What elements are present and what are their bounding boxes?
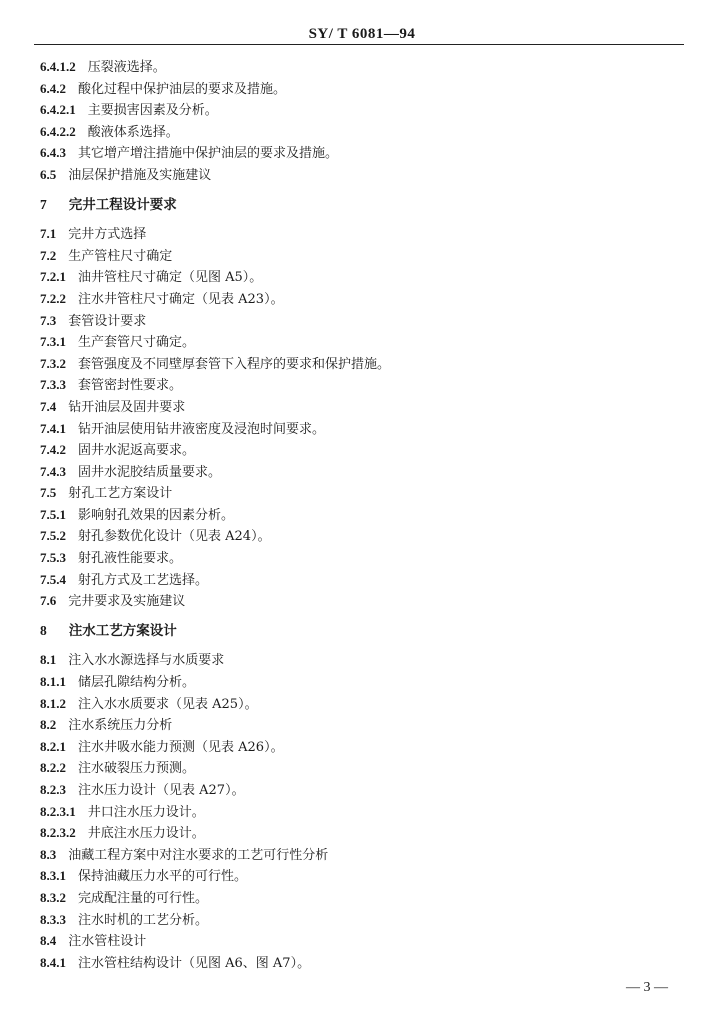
item-text: 注入水水源选择与水质要求 xyxy=(68,653,225,669)
header-rule xyxy=(34,44,684,45)
item-text: 油藏工程方案中对注水要求的工艺可行性分析 xyxy=(68,847,329,863)
item-number: 6.4.2.2 xyxy=(40,123,76,139)
item-text: 注水井吸水能力预测（见表 A26）。 xyxy=(78,739,284,755)
item-text: 完井要求及实施建议 xyxy=(68,594,186,610)
item-text: 射孔方式及工艺选择。 xyxy=(78,572,209,588)
item-number: 8.3 xyxy=(40,846,57,862)
item-number: 8.4.1 xyxy=(40,954,66,970)
item-text: 注水工艺方案设计 xyxy=(68,622,177,639)
item-text: 油层保护措施及实施建议 xyxy=(68,167,212,183)
outline-item xyxy=(40,590,690,612)
item-text: 其它增产增注措施中保护油层的要求及措施。 xyxy=(78,146,339,162)
item-text: 注水管柱设计 xyxy=(68,934,147,950)
outline-item xyxy=(40,930,690,952)
item-number: 7.6 xyxy=(40,593,57,609)
item-text: 注水时机的工艺分析。 xyxy=(78,912,209,928)
section-heading xyxy=(40,194,690,216)
item-number: 7.4.2 xyxy=(40,442,66,458)
item-number: 8.2 xyxy=(40,717,57,733)
item-number: 7.1 xyxy=(40,226,57,242)
outline-item xyxy=(40,418,690,440)
item-number: 6.4.3 xyxy=(40,145,66,161)
outline-item xyxy=(40,569,690,591)
item-number: 8.4 xyxy=(40,933,57,949)
item-text: 井底注水压力设计。 xyxy=(87,826,205,842)
item-text: 套管强度及不同壁厚套管下入程序的要求和保护措施。 xyxy=(78,356,391,372)
item-text: 主要损害因素及分析。 xyxy=(87,103,218,119)
item-number: 8.2.3.1 xyxy=(40,803,76,819)
outline-item xyxy=(40,714,690,736)
outline-item xyxy=(40,461,690,483)
item-text: 钻开油层及固井要求 xyxy=(68,399,186,415)
outline-item xyxy=(40,671,690,693)
outline-item xyxy=(40,844,690,866)
item-text: 注入水水质要求（见表 A25）。 xyxy=(78,696,258,712)
item-number: 7.5.2 xyxy=(40,528,66,544)
item-number: 7.5 xyxy=(40,485,57,501)
page-number: — 3 — xyxy=(626,980,668,995)
item-number: 6.4.1.2 xyxy=(40,59,76,74)
item-text: 注水系统压力分析 xyxy=(68,718,173,734)
outline-item xyxy=(40,547,690,569)
item-number: 8.1 xyxy=(40,652,57,668)
item-text: 完成配注量的可行性。 xyxy=(78,890,209,906)
item-number: 8.2.3 xyxy=(40,782,66,797)
outline-item xyxy=(40,865,690,887)
item-text: 注水破裂压力预测。 xyxy=(78,761,196,777)
item-text: 井口注水压力设计。 xyxy=(87,804,205,820)
outline-item xyxy=(40,693,690,715)
item-text: 钻开油层使用钻井液密度及浸泡时间要求。 xyxy=(78,421,326,437)
outline-item xyxy=(40,822,690,844)
outline-item xyxy=(40,142,690,164)
outline-item xyxy=(40,525,690,547)
document-body xyxy=(40,56,690,973)
item-text: 压裂液选择。 xyxy=(87,60,166,75)
item-text: 套管设计要求 xyxy=(68,313,147,329)
outline-item xyxy=(40,121,690,143)
item-number: 6.5 xyxy=(40,166,57,182)
item-number: 8.2.1 xyxy=(40,738,66,754)
item-number: 8.1.2 xyxy=(40,695,66,711)
item-number: 8.2.3.2 xyxy=(40,825,76,841)
outline-item xyxy=(40,649,690,671)
item-number: 7.3.2 xyxy=(40,355,66,371)
item-text: 酸化过程中保护油层的要求及措施。 xyxy=(78,81,287,97)
outline-item xyxy=(40,909,690,931)
item-text: 酸液体系选择。 xyxy=(87,124,179,140)
item-text: 完井工程设计要求 xyxy=(68,196,177,213)
item-number: 7.4.3 xyxy=(40,463,66,479)
outline-item xyxy=(40,310,690,332)
outline-item xyxy=(40,245,690,267)
item-number: 7.5.3 xyxy=(40,550,66,566)
item-number: 7.5.1 xyxy=(40,506,66,522)
outline-item xyxy=(40,164,690,186)
item-number: 7.4.1 xyxy=(40,420,66,436)
outline-item xyxy=(40,223,690,245)
item-text: 注水井管柱尺寸确定（见表 A23）。 xyxy=(78,291,284,307)
item-text: 固井水泥返高要求。 xyxy=(78,443,196,459)
item-number: 7.2.1 xyxy=(40,269,66,285)
outline-item xyxy=(40,56,690,78)
item-number: 8.2.2 xyxy=(40,760,66,776)
outline-item xyxy=(40,439,690,461)
outline-item xyxy=(40,78,690,100)
item-text: 油井管柱尺寸确定（见图 A5）。 xyxy=(78,270,263,286)
item-number: 6.4.2 xyxy=(40,80,66,96)
outline-item xyxy=(40,396,690,418)
item-text: 套管密封性要求。 xyxy=(78,378,183,394)
item-number: 7.3.3 xyxy=(40,377,66,393)
outline-item xyxy=(40,99,690,121)
item-number: 8.1.1 xyxy=(40,674,66,690)
outline-item xyxy=(40,779,690,801)
page-header: SY/ T 6081—94 xyxy=(308,26,416,42)
item-text: 影响射孔效果的因素分析。 xyxy=(78,507,235,523)
outline-item xyxy=(40,353,690,375)
item-text: 射孔参数优化设计（见表 A24）。 xyxy=(78,529,271,545)
item-number: 7.2 xyxy=(40,247,57,263)
item-text: 储层孔隙结构分析。 xyxy=(78,675,196,691)
outline-item xyxy=(40,288,690,310)
item-text: 射孔工艺方案设计 xyxy=(68,486,173,502)
outline-item xyxy=(40,887,690,909)
outline-item xyxy=(40,952,690,974)
item-number: 8.3.2 xyxy=(40,889,66,905)
outline-item xyxy=(40,736,690,758)
outline-item xyxy=(40,757,690,779)
item-number: 8.3.3 xyxy=(40,911,66,927)
item-number: 8.3.1 xyxy=(40,868,66,884)
item-number: 7.3.1 xyxy=(40,334,66,350)
item-text: 注水压力设计（见表 A27）。 xyxy=(78,783,245,798)
item-text: 注水管柱结构设计（见图 A6、图 A7）。 xyxy=(78,955,311,971)
item-number: 7.5.4 xyxy=(40,571,66,587)
item-text: 固井水泥胶结质量要求。 xyxy=(78,464,222,480)
outline-item xyxy=(40,374,690,396)
outline-item xyxy=(40,266,690,288)
item-number: 7.3 xyxy=(40,312,57,328)
item-text: 完井方式选择 xyxy=(68,227,147,243)
outline-item xyxy=(40,331,690,353)
outline-item xyxy=(40,482,690,504)
item-number: 6.4.2.1 xyxy=(40,102,76,118)
item-number: 7 xyxy=(40,196,47,212)
outline-item xyxy=(40,504,690,526)
item-text: 射孔液性能要求。 xyxy=(78,551,183,567)
item-text: 生产管柱尺寸确定 xyxy=(68,248,173,264)
item-number: 7.2.2 xyxy=(40,290,66,306)
section-heading xyxy=(40,620,690,642)
item-text: 保持油藏压力水平的可行性。 xyxy=(78,869,248,885)
item-text: 生产套管尺寸确定。 xyxy=(78,335,196,351)
item-number: 7.4 xyxy=(40,398,57,414)
item-number: 8 xyxy=(40,622,47,638)
outline-item xyxy=(40,801,690,823)
